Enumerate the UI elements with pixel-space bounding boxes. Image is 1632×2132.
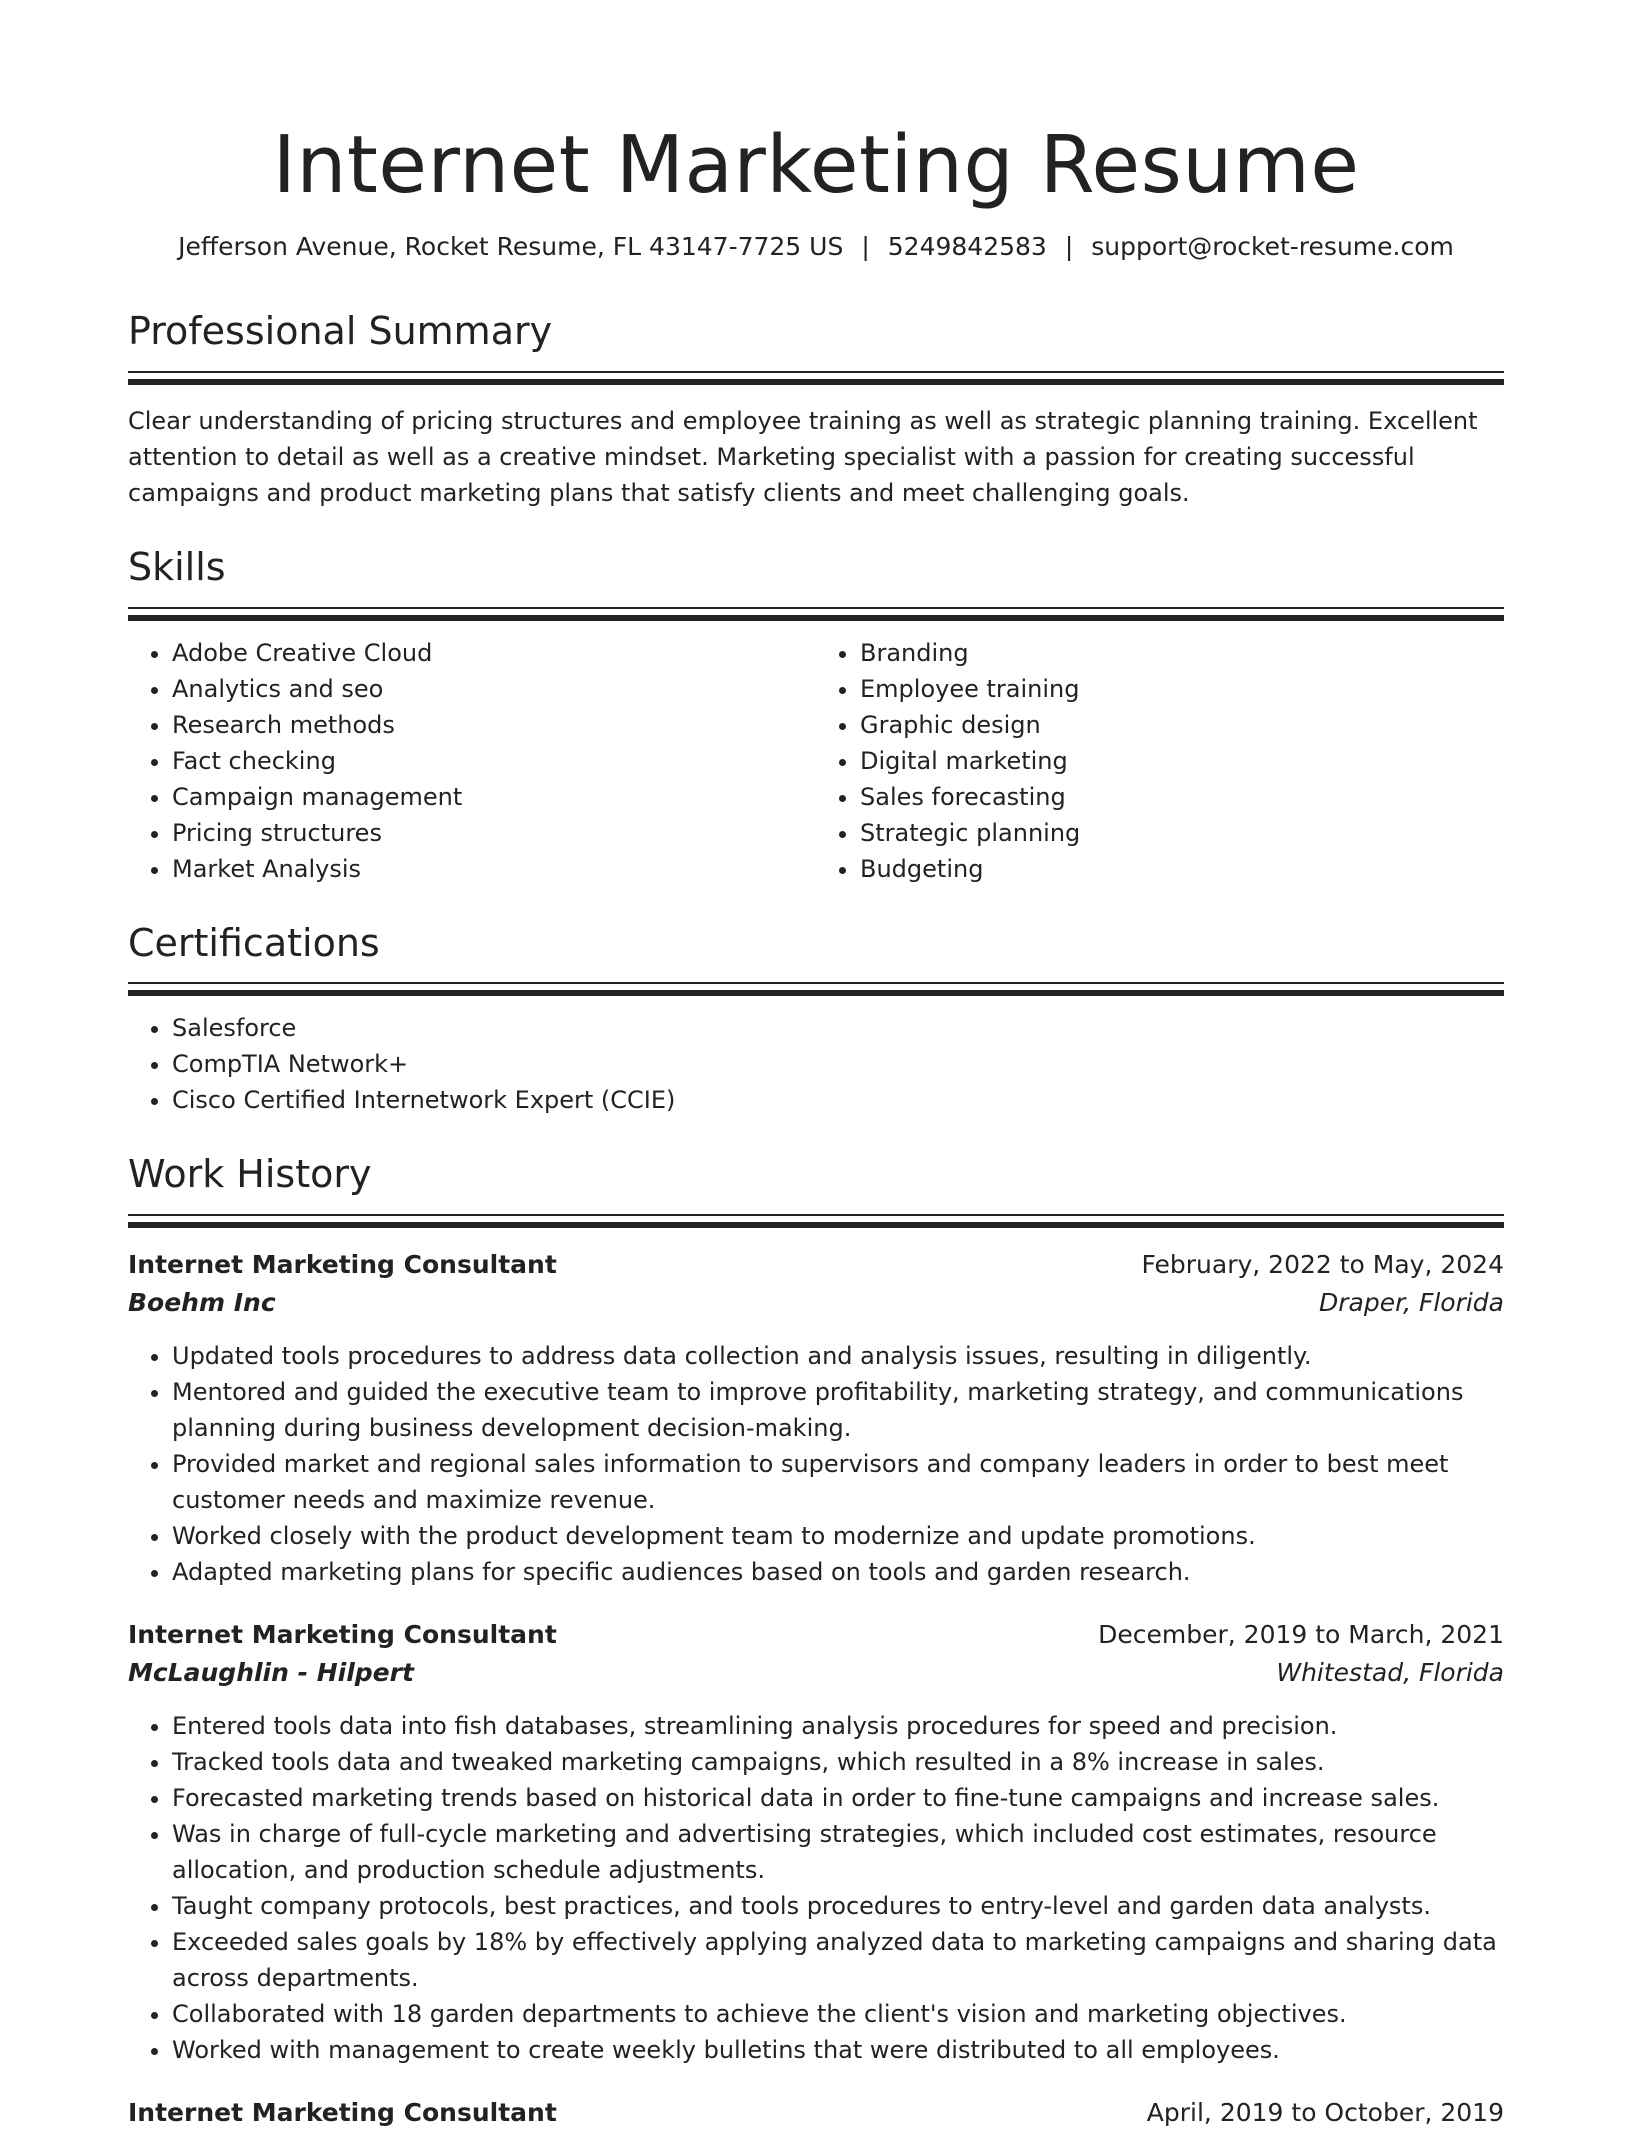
job-bullet: • Taught company protocols, best practices, and tools procedures to entry-level and garden data analysts. [172, 1888, 1504, 1924]
job-bullet: • Forecasted marketing trends based on historical data in order to fine-tune campaigns and increase sales. [172, 1780, 1504, 1816]
section-divider [128, 371, 1504, 385]
skill-item: • Employee training [860, 671, 1504, 707]
summary-text: Clear understanding of pricing structures and employee training as well as strategic planning training. Excellent attention to detail as well as a creative mindset. Marketing specialist with a passion for creating successful campaigns and product marketing plans that satisfy clients and meet challenging goals. [128, 406, 1478, 507]
contact-email: support@rocket-resume.com [1091, 231, 1454, 261]
job-bullet: • Was in charge of full-cycle marketing and advertising strategies, which included cost estimates, resource allocation, and production schedule adjustments. [172, 1816, 1504, 1888]
certifications-section [128, 921, 1504, 1119]
job-company: McLaughlin - Hilpert [128, 1657, 414, 1687]
section-heading-skills: Skills [128, 544, 226, 589]
certification-item: • Salesforce [172, 1010, 1504, 1046]
page-title: Internet Marketing Resume [272, 119, 1360, 211]
job-bullet: • Collaborated with 18 garden departments to achieve the client's vision and marketing objectives. [172, 1996, 1504, 2032]
contact-separator: | [861, 231, 870, 261]
job-location: Draper, Florida [1318, 1287, 1504, 1317]
job-title: Internet Marketing Consultant [128, 1249, 557, 1279]
contact-separator: | [1064, 231, 1074, 261]
job-bullet: • Exceeded sales goals by 18% by effectively applying analyzed data to marketing campaigns and sharing data across departments. [172, 1924, 1504, 1996]
contact-phone: 5249842583 [887, 231, 1047, 261]
certification-item: • CompTIA Network+ [172, 1046, 1504, 1082]
job-dates: February, 2022 to May, 2024 [1141, 1249, 1504, 1279]
skill-item: • Branding [860, 635, 1504, 671]
certification-item: • Cisco Certified Internetwork Expert (CCIE) [172, 1082, 1504, 1118]
job-bullet: • Adapted marketing plans for specific audiences based on tools and garden research. [172, 1554, 1504, 1590]
skills-section [128, 545, 1504, 887]
job-dates: December, 2019 to March, 2021 [1098, 1619, 1504, 1649]
skill-item: • Graphic design [860, 707, 1504, 743]
work-history-section [128, 1152, 1504, 2132]
skill-item: • Digital marketing [860, 743, 1504, 779]
skill-item: • Pricing structures [172, 815, 816, 851]
skill-item: • Strategic planning [860, 815, 1504, 851]
section-heading-summary: Professional Summary [128, 309, 553, 354]
job-company: Boehm Inc [128, 1287, 276, 1317]
job-entry [128, 1246, 1504, 1590]
job-bullet: • Worked with management to create weekly bulletins that were distributed to all employees. [172, 2032, 1504, 2068]
summary-section [128, 309, 1504, 511]
skills-list-left [128, 635, 816, 887]
section-divider [128, 982, 1504, 996]
job-title: Internet Marketing Consultant [128, 2097, 557, 2127]
skill-item: • Campaign management [172, 779, 816, 815]
section-divider [128, 607, 1504, 621]
section-heading-work-history: Work History [128, 1152, 372, 1197]
job-bullet: • Worked closely with the product development team to modernize and update promotions. [172, 1518, 1504, 1554]
skill-item: • Budgeting [860, 851, 1504, 887]
contact-line [128, 231, 1504, 264]
skill-item: • Sales forecasting [860, 779, 1504, 815]
skills-columns [128, 635, 1504, 887]
job-entry [128, 2094, 1504, 2132]
job-bullets [128, 1338, 1504, 1590]
job-bullets [128, 1708, 1504, 2068]
skill-item: • Fact checking [172, 743, 816, 779]
skill-item: • Research methods [172, 707, 816, 743]
job-bullet: • Tracked tools data and tweaked marketing campaigns, which resulted in a 8% increase in sales. [172, 1744, 1504, 1780]
job-bullet: • Updated tools procedures to address data collection and analysis issues, resulting in diligently. [172, 1338, 1504, 1374]
skill-item: • Analytics and seo [172, 671, 816, 707]
job-bullet: • Mentored and guided the executive team to improve profitability, marketing strategy, and communications planning during business development decision-making. [172, 1374, 1504, 1446]
contact-address: Jefferson Avenue, Rocket Resume, FL 43147-7725 US [178, 231, 844, 261]
skill-item: • Market Analysis [172, 851, 816, 887]
job-bullet: • Entered tools data into fish databases, streamlining analysis procedures for speed and precision. [172, 1708, 1504, 1744]
job-location: Whitestad, Florida [1276, 1657, 1504, 1687]
certifications-list [128, 1010, 1504, 1118]
job-bullet: • Provided market and regional sales information to supervisors and company leaders in order to best meet customer needs and maximize revenue. [172, 1446, 1504, 1518]
skills-list-right [816, 635, 1504, 887]
section-divider [128, 1214, 1504, 1228]
section-heading-certifications: Certifications [128, 920, 380, 965]
job-entry [128, 1616, 1504, 2068]
job-title: Internet Marketing Consultant [128, 1619, 557, 1649]
skill-item: • Adobe Creative Cloud [172, 635, 816, 671]
job-dates: April, 2019 to October, 2019 [1146, 2097, 1504, 2127]
